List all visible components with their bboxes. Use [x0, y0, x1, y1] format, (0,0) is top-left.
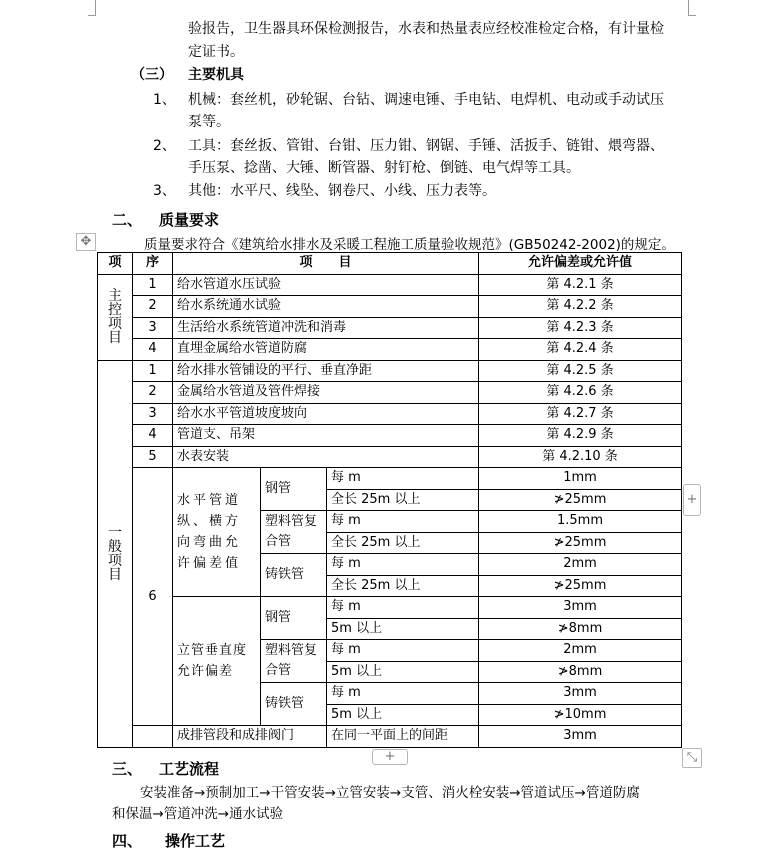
table-cell-value: 第 4.2.5 条 [479, 360, 682, 382]
table-cell-name: 给水管道水压试验 [173, 274, 479, 296]
tools-heading: 主要机具 [188, 67, 244, 83]
material-cast-iron: 铸铁管 [261, 683, 327, 726]
table-cell-seq: 4 [133, 425, 173, 447]
table-cell-value: 3mm [479, 597, 682, 619]
quality-heading: 质量要求 [159, 211, 220, 229]
condition-25m: 全长 25m 以上 [327, 575, 479, 597]
add-row-button[interactable]: + [372, 749, 408, 765]
operation-heading-number: 四、 [112, 832, 143, 850]
table-cell-seq: 1 [133, 360, 173, 382]
header-seq: 序 [133, 253, 173, 275]
tools-item-num: 2、 [153, 138, 176, 154]
table-cell-name: 给水水平管道坡度坡向 [173, 403, 479, 425]
material-steel: 钢管 [261, 597, 327, 640]
table-cell-name: 给水排水管铺设的平行、垂直净距 [173, 360, 479, 382]
table-cell-value: 1.5mm [479, 511, 682, 533]
table-cell-value: 1mm [479, 468, 682, 490]
table-cell-name: 生活给水系统管道冲洗和消毒 [173, 317, 479, 339]
header-allowance: 允许偏差或允许值 [479, 253, 682, 275]
table-cell-value: 第 4.2.9 条 [479, 425, 682, 447]
table-cell-name: 金属给水管道及管件焊接 [173, 382, 479, 404]
material-plastic-composite: 塑料管复合管 [261, 640, 327, 683]
table-cell-seq: 5 [133, 446, 173, 468]
table-cell-name: 管道支、吊架 [173, 425, 479, 447]
page-corner-mark-left [95, 0, 96, 15]
table-cell-value: 3mm [479, 683, 682, 705]
tools-item-text-cont: 手压泵、捻凿、大锤、断管器、射钉枪、倒链、电气焊等工具。 [188, 160, 580, 176]
condition-per-m: 每 m [327, 640, 479, 662]
table-cell-value: ≯25mm [479, 532, 682, 554]
vertical-deviation-label: 立管垂直度允许偏差 [173, 597, 261, 726]
table-cell-seq: 3 [133, 317, 173, 339]
table-cell-seq: 6 [133, 468, 173, 726]
table-move-handle-icon[interactable]: ✥ [76, 233, 96, 251]
material-plastic-composite: 塑料管复合管 [261, 511, 327, 554]
table-cell-seq: 3 [133, 403, 173, 425]
condition-per-m: 每 m [327, 683, 479, 705]
process-heading-number: 三、 [112, 760, 143, 778]
table-cell-seq: 4 [133, 339, 173, 361]
tools-item-text-cont: 泵等。 [188, 114, 230, 130]
condition-per-m: 每 m [327, 511, 479, 533]
table-cell-value: ≯8mm [479, 661, 682, 683]
header-project: 项 目 [173, 253, 479, 275]
condition-5m: 5m 以上 [327, 661, 479, 683]
tools-item-text: 其他：水平尺、线坠、钢卷尺、小线、压力表等。 [188, 183, 496, 199]
process-heading: 工艺流程 [159, 760, 220, 778]
quality-table [97, 252, 682, 748]
tools-item-num: 1、 [153, 92, 176, 108]
condition-5m: 5m 以上 [327, 704, 479, 726]
table-cell-value: 第 4.2.2 条 [479, 296, 682, 318]
table-cell-value: 第 4.2.1 条 [479, 274, 682, 296]
table-cell-seq: 1 [133, 274, 173, 296]
table-cell-seq: 2 [133, 382, 173, 404]
material-cast-iron: 铸铁管 [261, 554, 327, 597]
table-cell-value: ≯8mm [479, 618, 682, 640]
condition-per-m: 每 m [327, 597, 479, 619]
tools-item-num: 3、 [153, 183, 176, 199]
table-cell-name: 水表安装 [173, 446, 479, 468]
table-cell-name: 直埋金属给水管道防腐 [173, 339, 479, 361]
table-cell-value: 第 4.2.10 条 [479, 446, 682, 468]
table-cell-condition: 在同一平面上的间距 [327, 726, 479, 748]
condition-5m: 5m 以上 [327, 618, 479, 640]
quality-heading-number: 二、 [112, 211, 143, 229]
process-flow-line-2: 和保温→管道冲洗→通水试验 [112, 806, 284, 822]
process-flow-line-1: 安装准备→预制加工→干管安装→立管安装→支管、消火栓安装→管道试压→管道防腐 [140, 785, 640, 801]
table-cell-value: 第 4.2.4 条 [479, 339, 682, 361]
table-resize-handle-icon[interactable]: ⤡ [682, 748, 702, 768]
tools-item-text: 工具：套丝扳、管钳、台钳、压力钳、钢锯、手锤、活扳手、链钳、煨弯器、 [188, 138, 664, 154]
tools-heading-number: （三） [131, 67, 173, 83]
table-cell-value: 2mm [479, 640, 682, 662]
tools-item-text: 机械：套丝机，砂轮锯、台钻、调速电锤、手电钻、电焊机、电动或手动试压 [188, 92, 664, 108]
operation-heading: 操作工艺 [165, 832, 226, 850]
main-control-group: 主控项目 [98, 274, 133, 360]
table-cell-value: ≯10mm [479, 704, 682, 726]
condition-per-m: 每 m [327, 554, 479, 576]
table-cell-value: ≯25mm [479, 575, 682, 597]
intro-line-1: 验报告，卫生器具环保检测报告，水表和热量表应经校准检定合格，有计量检 [188, 21, 664, 37]
condition-25m: 全长 25m 以上 [327, 532, 479, 554]
condition-25m: 全长 25m 以上 [327, 489, 479, 511]
page-corner-mark-right [688, 0, 689, 15]
add-column-button[interactable]: + [683, 484, 701, 516]
table-cell-value: 第 4.2.3 条 [479, 317, 682, 339]
horizontal-deviation-label: 水平管道纵、横方向弯曲允许偏差值 [173, 468, 261, 597]
page-corner-mark-right-h [688, 15, 696, 16]
general-group: 一般项目 [98, 360, 133, 747]
table-cell-seq [133, 726, 173, 748]
page-corner-mark-left-h [88, 15, 96, 16]
table-cell-seq: 2 [133, 296, 173, 318]
quality-intro: 质量要求符合《建筑给水排水及采暖工程施工质量验收规范》(GB50242-2002)的规定。 [144, 237, 675, 253]
table-cell-value: 2mm [479, 554, 682, 576]
header-item: 项 [98, 253, 133, 275]
table-cell-name: 成排管段和成排阀门 [173, 726, 327, 748]
table-cell-name: 给水系统通水试验 [173, 296, 479, 318]
intro-line-2: 定证书。 [188, 44, 244, 60]
table-cell-value: ≯25mm [479, 489, 682, 511]
table-cell-value: 3mm [479, 726, 682, 748]
table-cell-value: 第 4.2.7 条 [479, 403, 682, 425]
material-steel: 钢管 [261, 468, 327, 511]
condition-per-m: 每 m [327, 468, 479, 490]
table-cell-value: 第 4.2.6 条 [479, 382, 682, 404]
